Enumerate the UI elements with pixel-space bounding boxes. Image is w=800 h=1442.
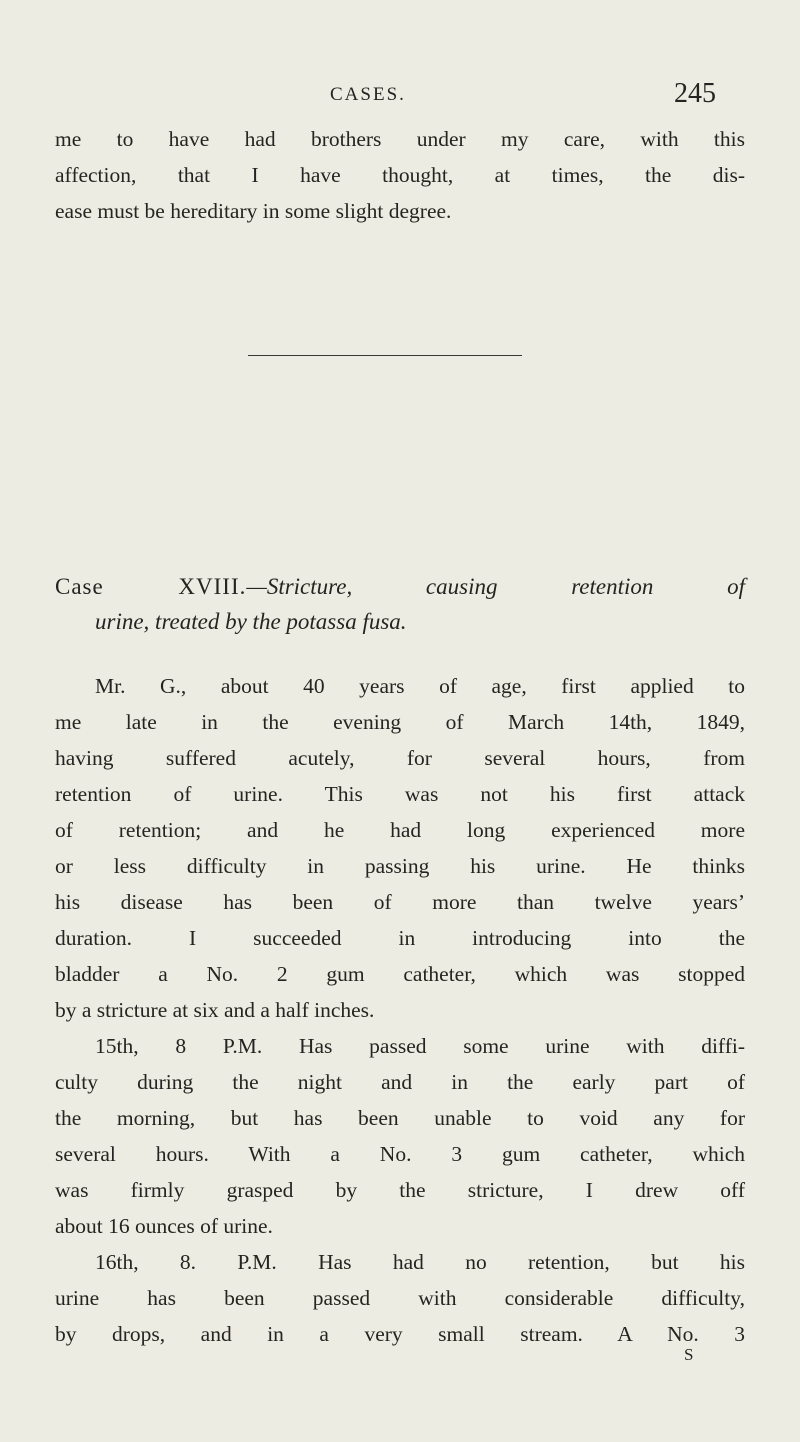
text-line: or less difficulty in passing his urine. He thinks bbox=[55, 854, 745, 878]
case-title-line1: —Stricture, causing retention of bbox=[246, 574, 745, 599]
intro-paragraph bbox=[55, 125, 745, 233]
text-line: me to have had brothers under my care, with this bbox=[55, 127, 745, 151]
text-line: about 16 ounces of urine. bbox=[55, 1214, 273, 1238]
case-paragraph-1 bbox=[55, 672, 745, 1356]
text-line: his disease has been of more than twelve years’ bbox=[55, 890, 745, 914]
case-heading bbox=[55, 570, 745, 639]
text-line: was firmly grasped by the stricture, I drew off bbox=[55, 1178, 745, 1202]
signature-mark: S bbox=[684, 1345, 695, 1364]
text-line: the morning, but has been unable to void any for bbox=[55, 1106, 745, 1130]
text-line: me late in the evening of March 14th, 1849, bbox=[55, 710, 745, 734]
text-line: ease must be hereditary in some slight degree. bbox=[55, 199, 452, 223]
section-divider bbox=[248, 355, 522, 356]
page-number: 245 bbox=[674, 78, 716, 109]
page-header bbox=[0, 78, 800, 118]
text-line: culty during the night and in the early part of bbox=[55, 1070, 745, 1094]
text-line: affection, that I have thought, at times, the dis- bbox=[55, 163, 745, 187]
text-line: several hours. With a No. 3 gum catheter, which bbox=[55, 1142, 745, 1166]
text-line: 15th, 8 P.M. Has passed some urine with diffi- bbox=[95, 1034, 745, 1058]
running-head: CASES. bbox=[330, 84, 406, 105]
case-title-line2: urine, treated by the potassa fusa. bbox=[95, 608, 407, 634]
text-line: by drops, and in a very small stream. A No. 3 bbox=[55, 1322, 745, 1346]
case-number: Case XVIII. bbox=[55, 574, 247, 599]
text-line: retention of urine. This was not his first attack bbox=[55, 782, 745, 806]
text-line: urine has been passed with considerable difficulty, bbox=[55, 1286, 745, 1310]
text-line: Mr. G., about 40 years of age, first applied to bbox=[95, 674, 745, 698]
text-line: duration. I succeeded in introducing into the bbox=[55, 926, 745, 950]
text-line: by a stricture at six and a half inches. bbox=[55, 998, 375, 1022]
text-line: 16th, 8. P.M. Has had no retention, but his bbox=[95, 1250, 745, 1274]
text-line: having suffered acutely, for several hours, from bbox=[55, 746, 745, 770]
text-line: bladder a No. 2 gum catheter, which was stopped bbox=[55, 962, 745, 986]
text-line: of retention; and he had long experienced more bbox=[55, 818, 745, 842]
